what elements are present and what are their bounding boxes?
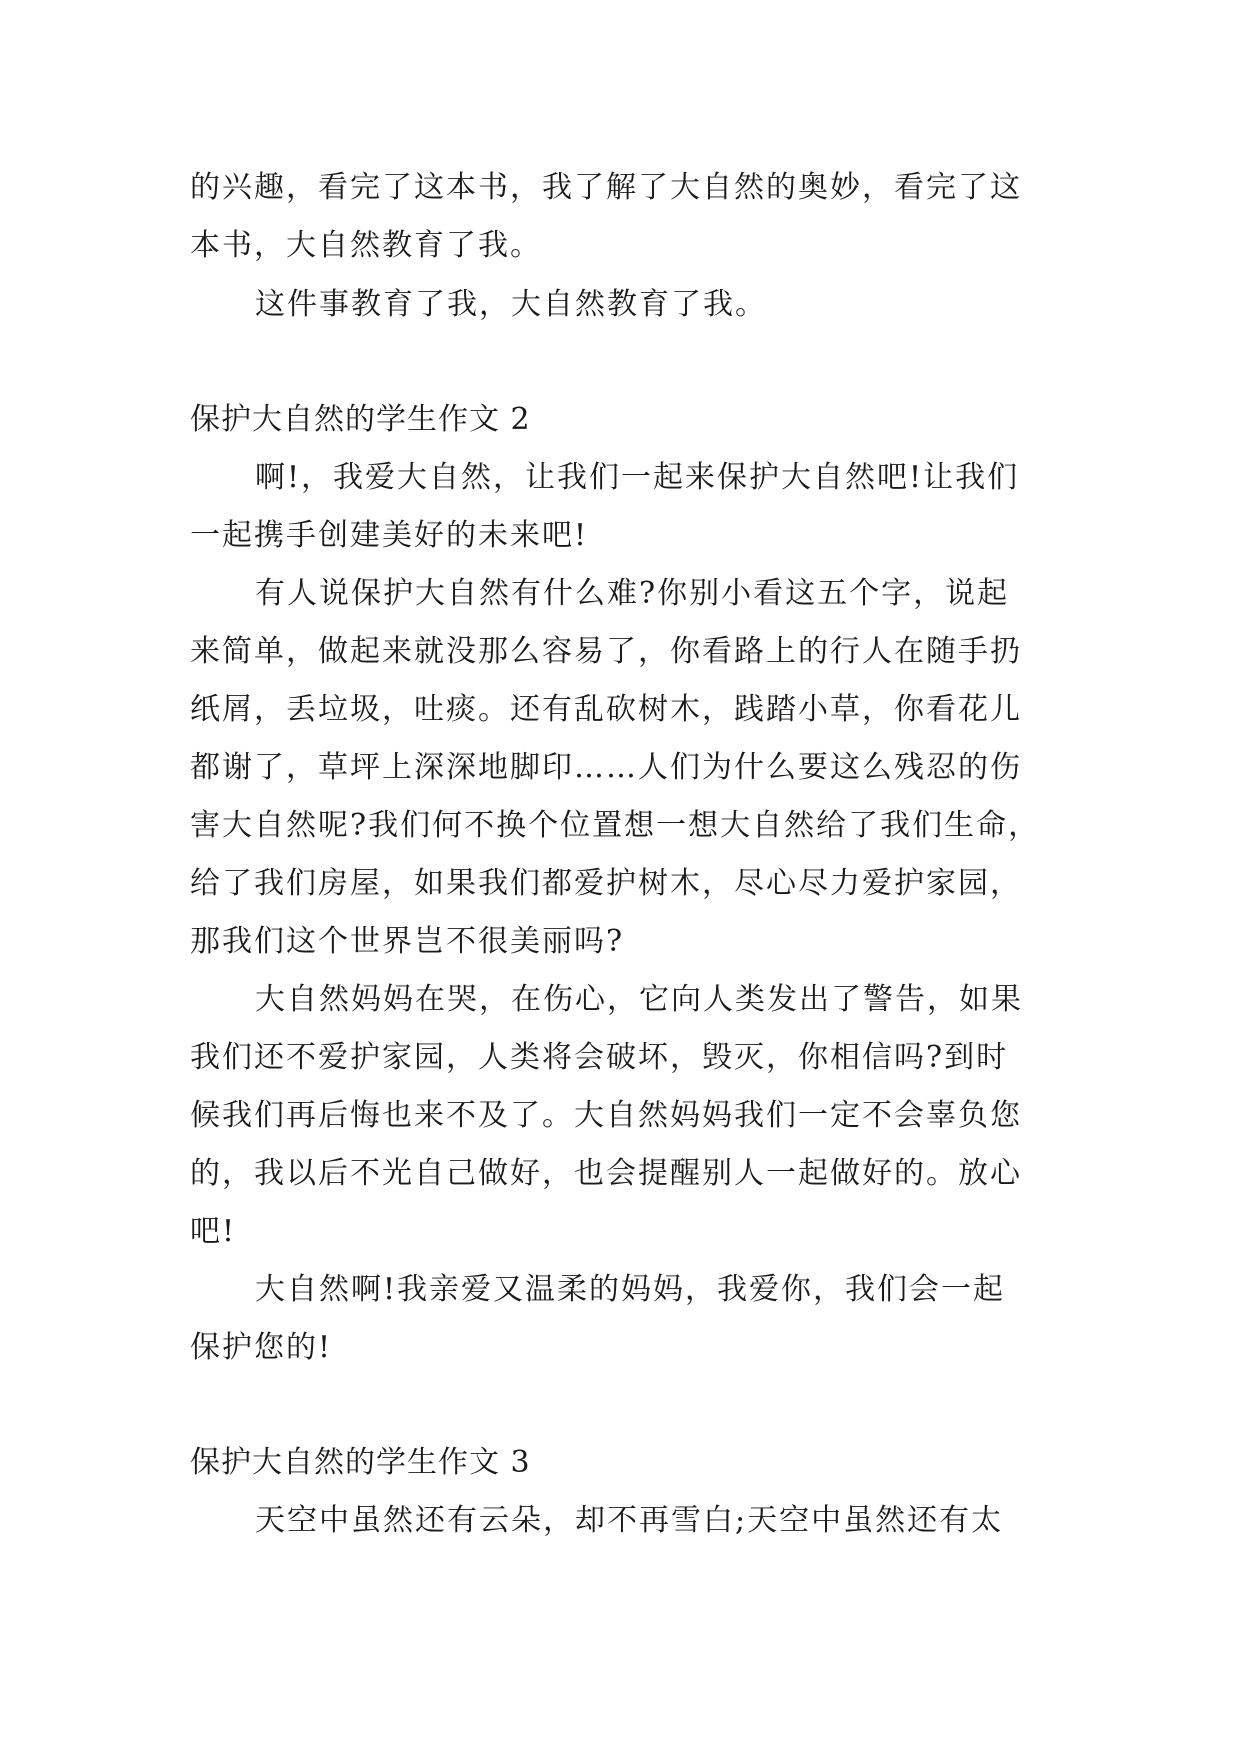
paragraph-first-line: 天空中虽然还有云朵，却不再雪白;天空中虽然还有太 xyxy=(255,1503,1004,1538)
body-text-line: 吧! xyxy=(190,1214,237,1249)
paragraph-first-line: 有人说保护大自然有什么难?你别小看这五个字，说起 xyxy=(255,576,1010,611)
body-text-line: 害大自然呢?我们何不换个位置想一想大自然给了我们生命， xyxy=(190,808,1041,843)
body-text-line: 的兴趣，看完了这本书，我了解了大自然的奥妙，看完了这 xyxy=(190,170,1022,205)
section-heading: 保护大自然的学生作文 3 xyxy=(190,1445,531,1480)
section-heading: 保护大自然的学生作文 2 xyxy=(190,402,531,437)
paragraph-first-line: 这件事教育了我，大自然教育了我。 xyxy=(255,287,767,322)
body-text-line: 我们还不爱护家园，人类将会破坏，毁灭，你相信吗?到时 xyxy=(190,1040,1009,1075)
paragraph-first-line: 啊!，我爱大自然，让我们一起来保护大自然吧!让我们 xyxy=(255,460,1020,495)
body-text-line: 都谢了，草坪上深深地脚印……人们为什么要这么残忍的伤 xyxy=(190,750,1022,785)
body-text-line: 保护您的! xyxy=(190,1330,333,1365)
body-text-line: 候我们再后悔也来不及了。大自然妈妈我们一定不会辜负您 xyxy=(190,1098,1022,1133)
paragraph-first-line: 大自然啊!我亲爱又温柔的妈妈，我爱你，我们会一起 xyxy=(255,1272,1006,1307)
body-text-line: 来简单，做起来就没那么容易了，你看路上的行人在随手扔 xyxy=(190,634,1022,669)
body-text-line: 一起携手创建美好的未来吧! xyxy=(190,518,589,553)
body-text-line: 那我们这个世界岂不很美丽吗? xyxy=(190,924,625,959)
body-text-line: 给了我们房屋，如果我们都爱护树木，尽心尽力爱护家园， xyxy=(190,866,1022,901)
paragraph-first-line: 大自然妈妈在哭，在伤心，它向人类发出了警告，如果 xyxy=(255,982,1023,1017)
body-text-line: 纸屑，丢垃圾，吐痰。还有乱砍树木，践踏小草，你看花儿 xyxy=(190,692,1022,727)
body-text-line: 本书，大自然教育了我。 xyxy=(190,228,542,263)
body-text-line: 的，我以后不光自己做好，也会提醒别人一起做好的。放心 xyxy=(190,1156,1022,1191)
